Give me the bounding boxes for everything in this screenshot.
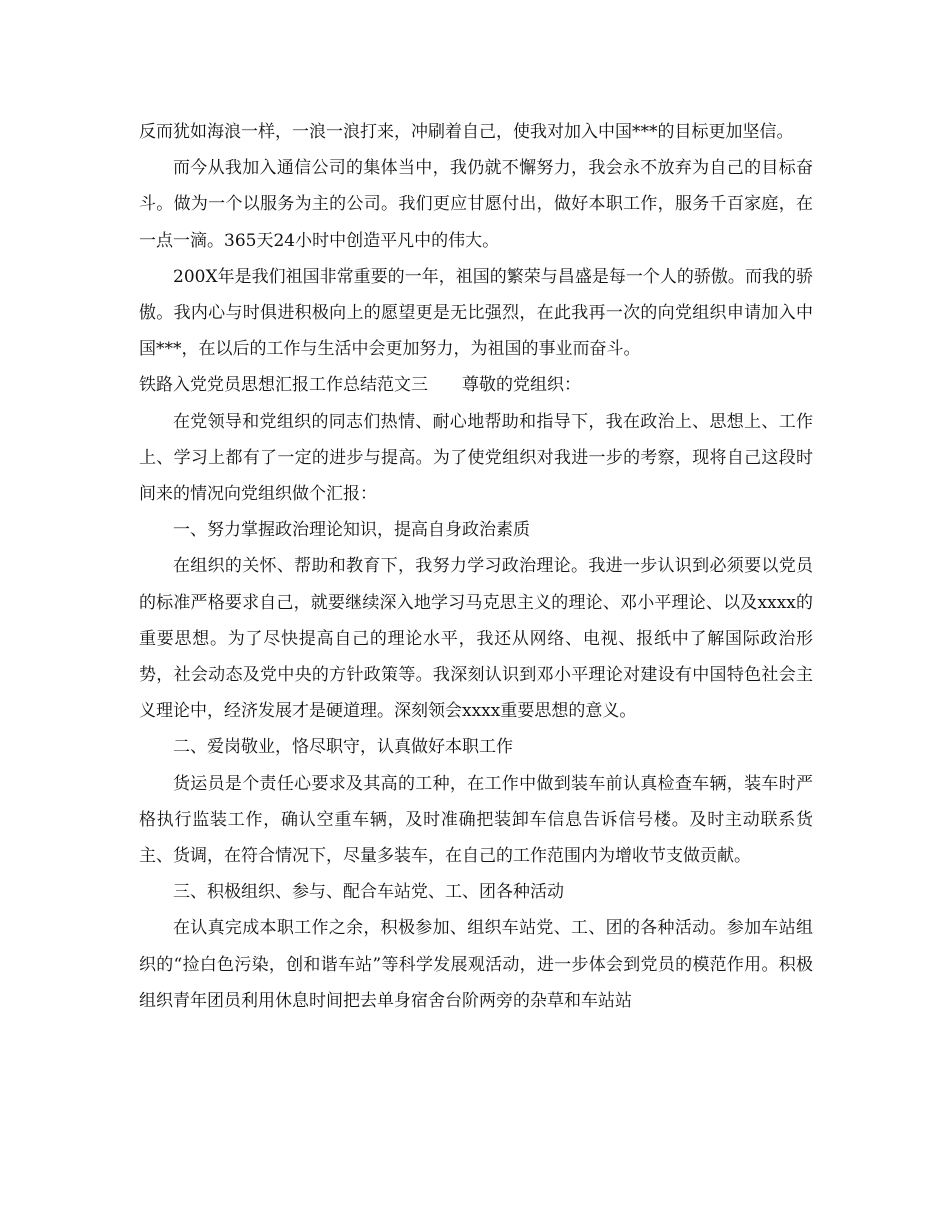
heading-2: 二、爱岗敬业，恪尽职守，认真做好本职工作	[173, 737, 513, 758]
section-title-line	[139, 367, 813, 403]
salutation: 尊敬的党组织：	[462, 375, 581, 396]
paragraph: 在认真完成本职工作之余，积极参加、组织车站党、工、团的各种活动。参加车站组织的“捡白色污染，创和谐车站”等科学发展观活动，进一步体会到党员的模范作用。积极组织青年团员利用休息时间把去单身宿舍台阶两旁的杂草和车站站	[139, 918, 813, 1011]
paragraph: 货运员是个责任心要求及其高的工种，在工作中做到装车前认真检查车辆，装车时严格执行监装工作，确认空重车辆，及时准确把装卸车信息告诉信号楼。及时主动联系货主、货调，在符合情况下，尽量多装车，在自己的工作范围内为增收节支做贡献。	[139, 773, 813, 867]
paragraph: 200X年是我们祖国非常重要的一年，祖国的繁荣与昌盛是每一个人的骄傲。而我的骄傲。我内心与时俱进积极向上的愿望更是无比强烈，在此我再一次的向党组织申请加入中国***，在以后的工作与生活中会更加努力，为祖国的事业而奋斗。	[139, 266, 813, 360]
document-body	[139, 114, 813, 1019]
paragraph: 在党领导和党组织的同志们热情、耐心地帮助和指导下，我在政治上、思想上、工作上、学习上都有了一定的进步与提高。为了使党组织对我进一步的考察，现将自己这段时间来的情况向党组织做个汇报：	[139, 411, 813, 505]
paragraph: 在组织的关怀、帮助和教育下，我努力学习政治理论。我进一步认识到必须要以党员的标准严格要求自己，就要继续深入地学习马克思主义的理论、邓小平理论、以及xxxx的重要思想。为了尽快提高自己的理论水平，我还从网络、电视、报纸中了解国际政治形势，社会动态及党中央的方针政策等。我深刻认识到邓小平理论对建设有中国特色社会主义理论中，经济发展才是硬道理。深刻领会xxxx重要思想的意义。	[139, 556, 813, 722]
paragraph: 而今从我加入通信公司的集体当中，我仍就不懈努力，我会永不放弃为自己的目标奋斗。做为一个以服务为主的公司。我们更应甘愿付出，做好本职工作，服务千百家庭，在一点一滴。365天24小时中创造平凡中的伟大。	[139, 158, 813, 251]
section-title: 铁路入党党员思想汇报工作总结范文三	[139, 375, 428, 396]
paragraph-continuation: 反而犹如海浪一样，一浪一浪打来，冲刷着自己，使我对加入中国***的目标更加坚信。	[139, 122, 794, 142]
heading-1: 一、努力掌握政治理论知识，提高自身政治素质	[173, 520, 530, 541]
heading-3: 三、积极组织、参与、配合车站党、工、团各种活动	[173, 882, 564, 903]
